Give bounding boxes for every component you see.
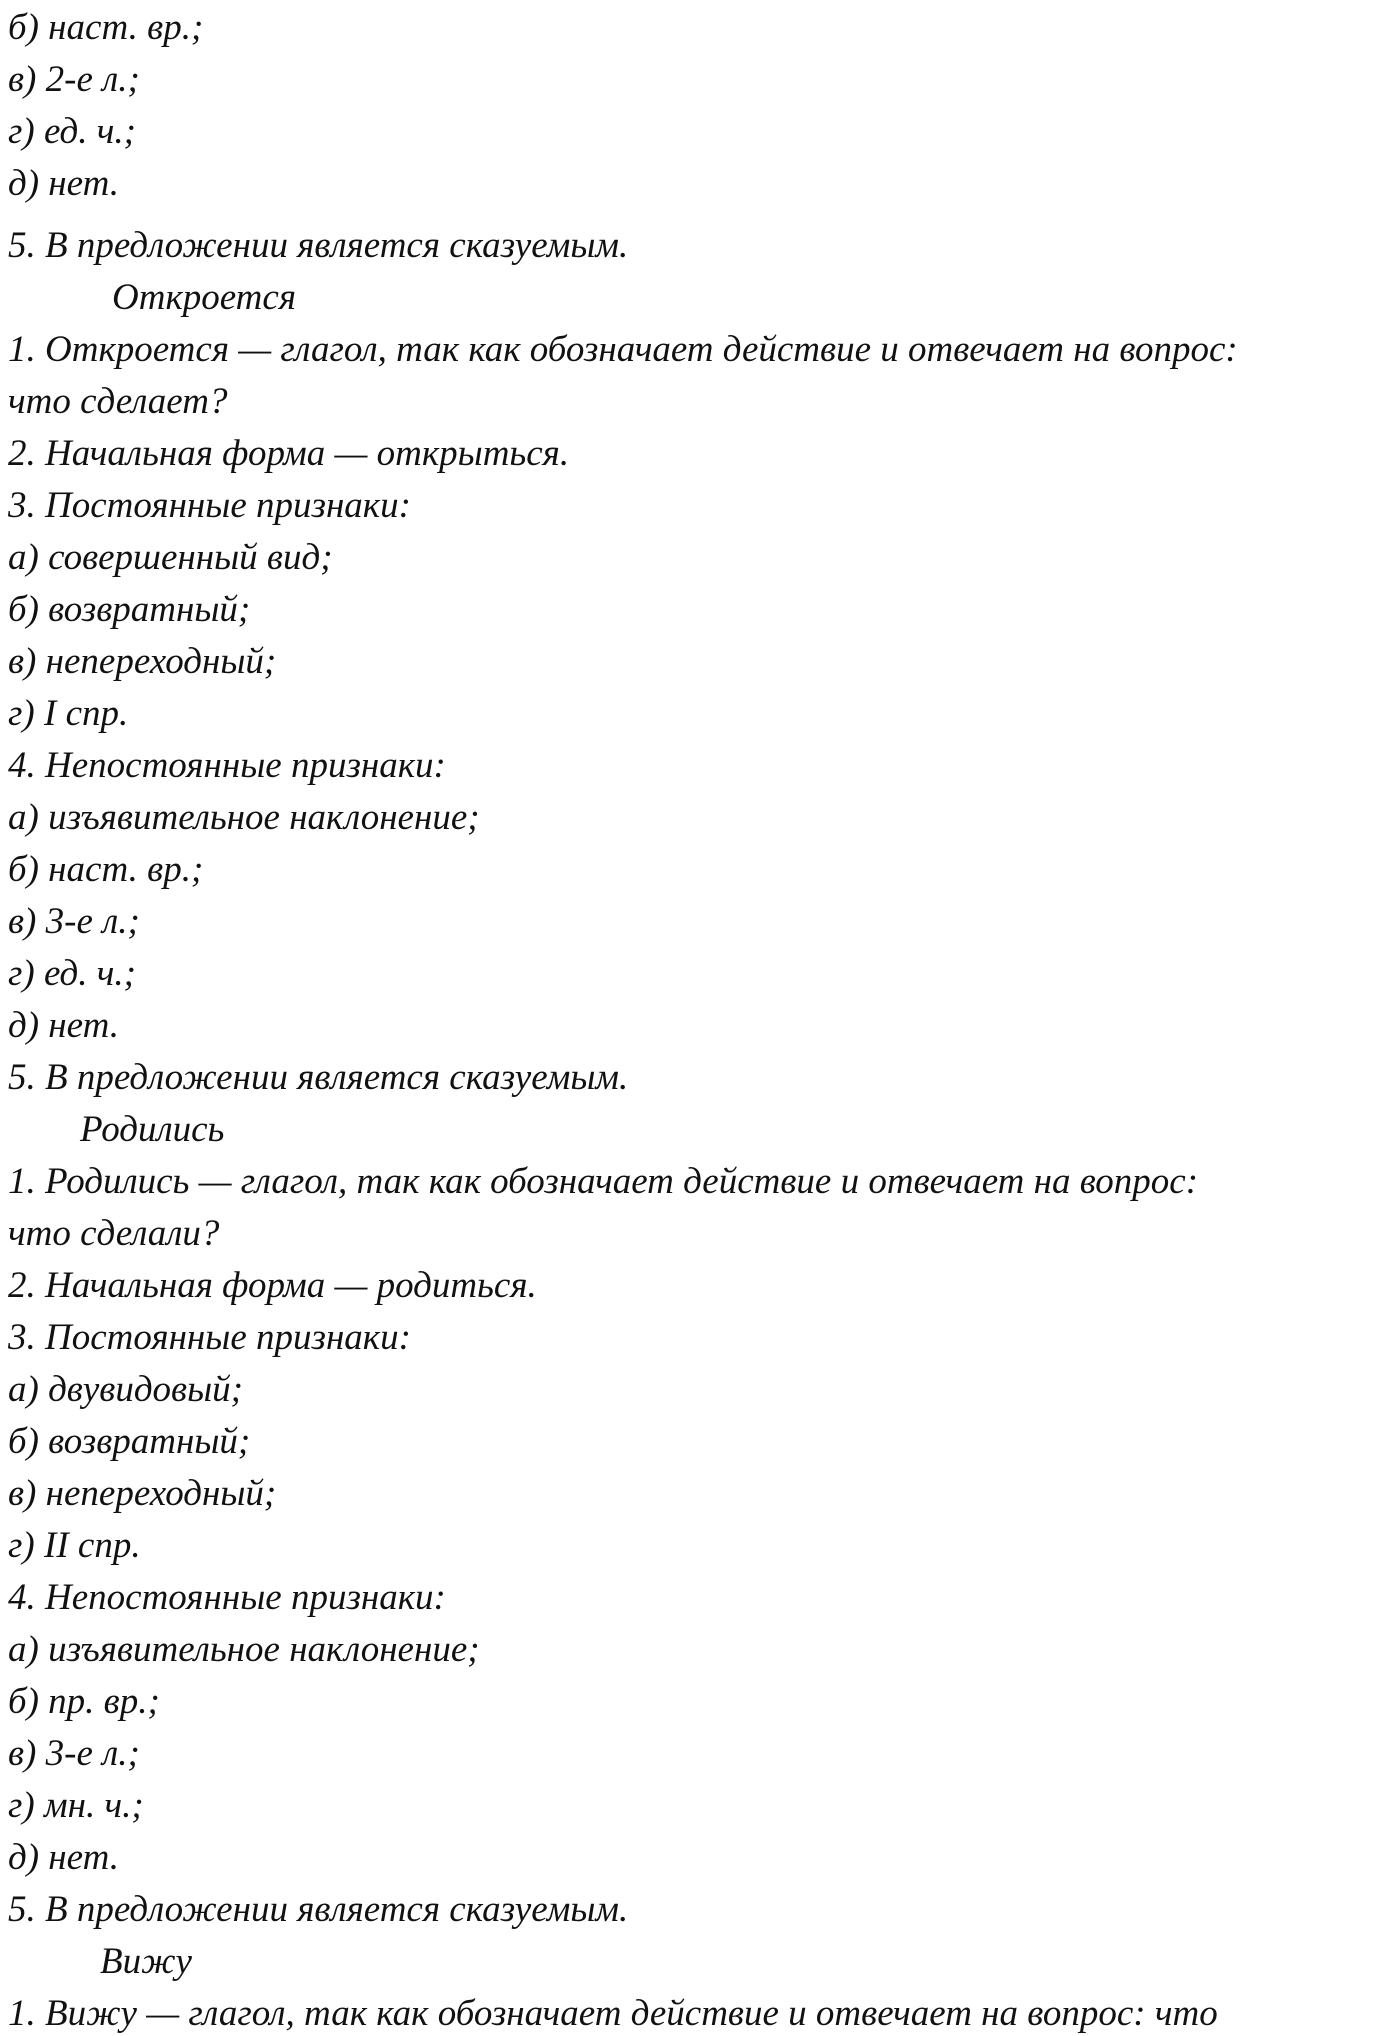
text-line: г) ед. ч.;	[8, 111, 136, 152]
text-line: 3. Постоянные признаки:	[8, 1317, 411, 1358]
text-line: г) I спр.	[8, 693, 129, 734]
text-line: 2. Начальная форма — родиться.	[8, 1265, 537, 1306]
text-line: б) возвратный;	[8, 1421, 251, 1462]
text-line: что сделает?	[8, 381, 228, 422]
text-line: 2. Начальная форма — открыться.	[8, 433, 570, 474]
text-line: б) наст. вр.;	[8, 849, 204, 890]
text-line: 5. В предложении является сказуемым.	[8, 1889, 629, 1930]
text-line: 4. Непостоянные признаки:	[8, 1577, 446, 1618]
section-heading: Откроется	[112, 277, 297, 318]
text-line: 1. Родились — глагол, так как обозначает действие и отвечает на вопрос:	[8, 1161, 1199, 1202]
text-line: г) ед. ч.;	[8, 953, 136, 994]
section-heading: Вижу	[100, 1941, 192, 1982]
text-line: а) изъявительное наклонение;	[8, 1629, 480, 1670]
text-line: д) нет.	[8, 1005, 119, 1046]
text-line: в) непереходный;	[8, 641, 277, 682]
text-line: д) нет.	[8, 163, 119, 204]
text-line: что сделали?	[8, 1213, 220, 1254]
text-line: а) двувидовый;	[8, 1369, 243, 1410]
text-line: г) мн. ч.;	[8, 1785, 144, 1826]
text-line: б) наст. вр.;	[8, 7, 204, 48]
text-line: 1. Откроется — глагол, так как обозначает действие и отвечает на вопрос:	[8, 329, 1238, 370]
text-line: а) совершенный вид;	[8, 537, 333, 578]
text-line: д) нет.	[8, 1837, 119, 1878]
text-line: 4. Непостоянные признаки:	[8, 745, 446, 786]
text-line: в) 3-е л.;	[8, 901, 140, 942]
text-line: в) непереходный;	[8, 1473, 277, 1514]
text-line: б) возвратный;	[8, 589, 251, 630]
text-line: б) пр. вр.;	[8, 1681, 160, 1722]
text-line: в) 3-е л.;	[8, 1733, 140, 1774]
text-line: в) 2-е л.;	[8, 59, 140, 100]
text-line: 5. В предложении является сказуемым.	[8, 225, 629, 266]
text-line: г) II спр.	[8, 1525, 141, 1566]
text-line: 3. Постоянные признаки:	[8, 485, 411, 526]
text-line: а) изъявительное наклонение;	[8, 797, 480, 838]
section-heading: Родились	[80, 1109, 225, 1150]
text-line: 1. Вижу — глагол, так как обозначает действие и отвечает на вопрос: что	[8, 1993, 1218, 2034]
text-line: 5. В предложении является сказуемым.	[8, 1057, 629, 1098]
